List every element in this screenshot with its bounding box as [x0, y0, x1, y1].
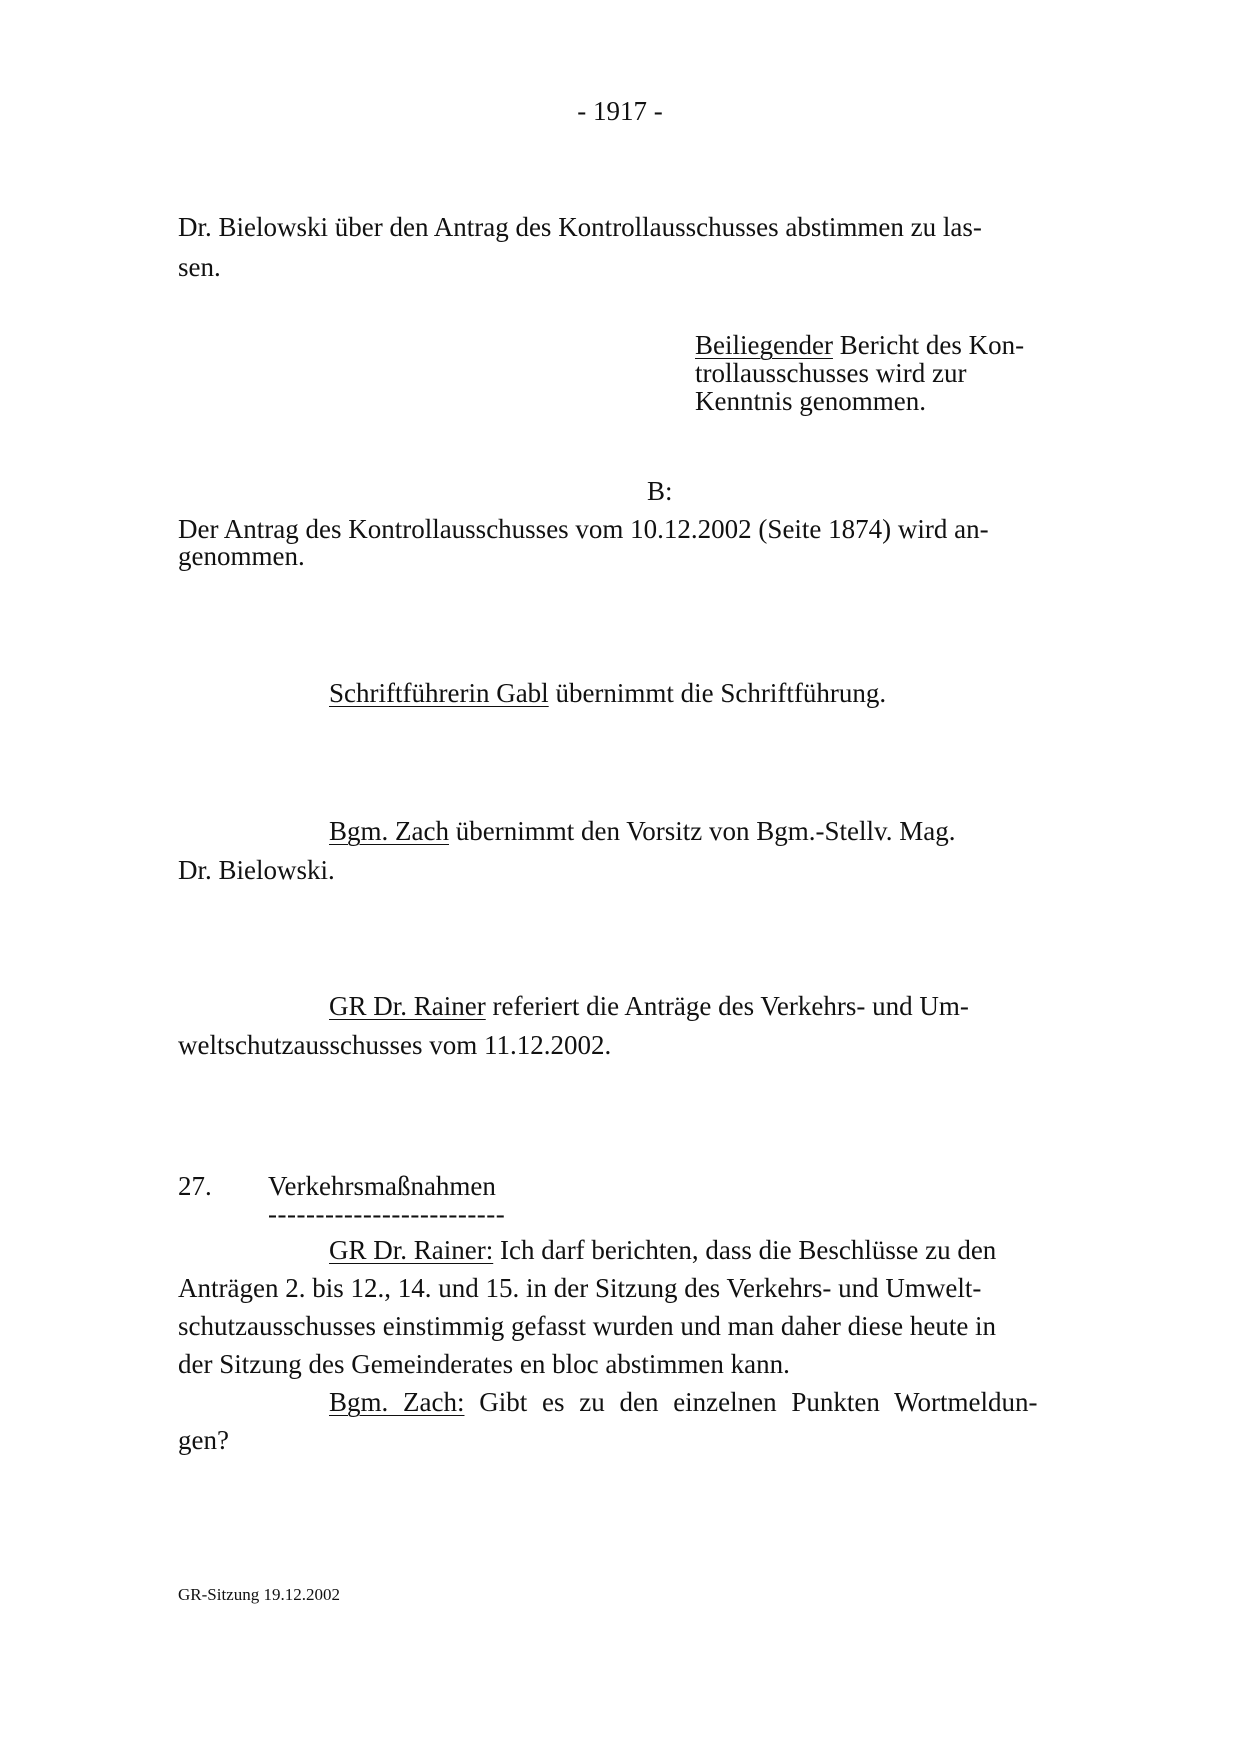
report-rest: referiert die Anträge des Verkehrs- und Um- [485, 991, 969, 1021]
resolution-a-underlined: Beiliegender [695, 330, 833, 360]
rainer-text: Ich darf berichten, dass die Beschlüsse zu den [493, 1235, 997, 1265]
zach-speaker: Bgm. Zach: [329, 1387, 465, 1417]
footer-session: GR-Sitzung 19.12.2002 [178, 1585, 340, 1604]
statement-zach-line-1 [329, 1387, 1067, 1418]
resolution-b-label: B: [647, 476, 673, 506]
item-number: 27. [178, 1171, 212, 1201]
statement-rainer-line-3: schutzausschusses einstimmig gefasst wurden und man daher diese heute in [178, 1311, 997, 1341]
report-name: GR Dr. Rainer [329, 991, 486, 1021]
statement-zach-line-2: gen? [178, 1425, 229, 1455]
chair-note [329, 816, 955, 846]
resolution-b-line-1: Der Antrag des Kontrollausschusses vom 10.12.2002 (Seite 1874) wird an- [178, 514, 989, 544]
intro-line-2: sen. [178, 252, 221, 282]
chair-line-2: Dr. Bielowski. [178, 855, 335, 885]
intro-line-1: Dr. Bielowski über den Antrag des Kontrollausschusses abstimmen zu las- [178, 212, 982, 242]
page-number: - 1917 - [577, 96, 663, 126]
zach-text: Gibt es zu den einzelnen Punkten Wortmeldun- [464, 1387, 1038, 1417]
resolution-a-line-3: Kenntnis genommen. [695, 386, 926, 416]
statement-rainer-line-1 [329, 1235, 1067, 1266]
statement-rainer-line-2: Anträgen 2. bis 12., 14. und 15. in der Sitzung des Verkehrs- und Umwelt- [178, 1273, 982, 1303]
secretary-name: Schriftführerin Gabl [329, 678, 549, 708]
chair-name: Bgm. Zach [329, 816, 449, 846]
resolution-a-line-2: trollausschusses wird zur [695, 358, 967, 388]
resolution-b-line-2: genommen. [178, 541, 305, 571]
report-note [329, 991, 969, 1021]
resolution-a [695, 330, 1024, 360]
rainer-speaker: GR Dr. Rainer: [329, 1235, 494, 1265]
item-rule: ------------------------- [268, 1199, 506, 1229]
statement-rainer-line-4: der Sitzung des Gemeinderates en bloc abstimmen kann. [178, 1349, 790, 1379]
item-title: Verkehrsmaßnahmen [268, 1171, 496, 1201]
resolution-a-line-1-rest: Bericht des Kon- [832, 330, 1025, 360]
secretary-note [329, 678, 886, 708]
secretary-rest: übernimmt die Schriftführung. [548, 678, 887, 708]
chair-rest: übernimmt den Vorsitz von Bgm.-Stellv. Mag. [448, 816, 956, 846]
report-line-2: weltschutzausschusses vom 11.12.2002. [178, 1030, 612, 1060]
